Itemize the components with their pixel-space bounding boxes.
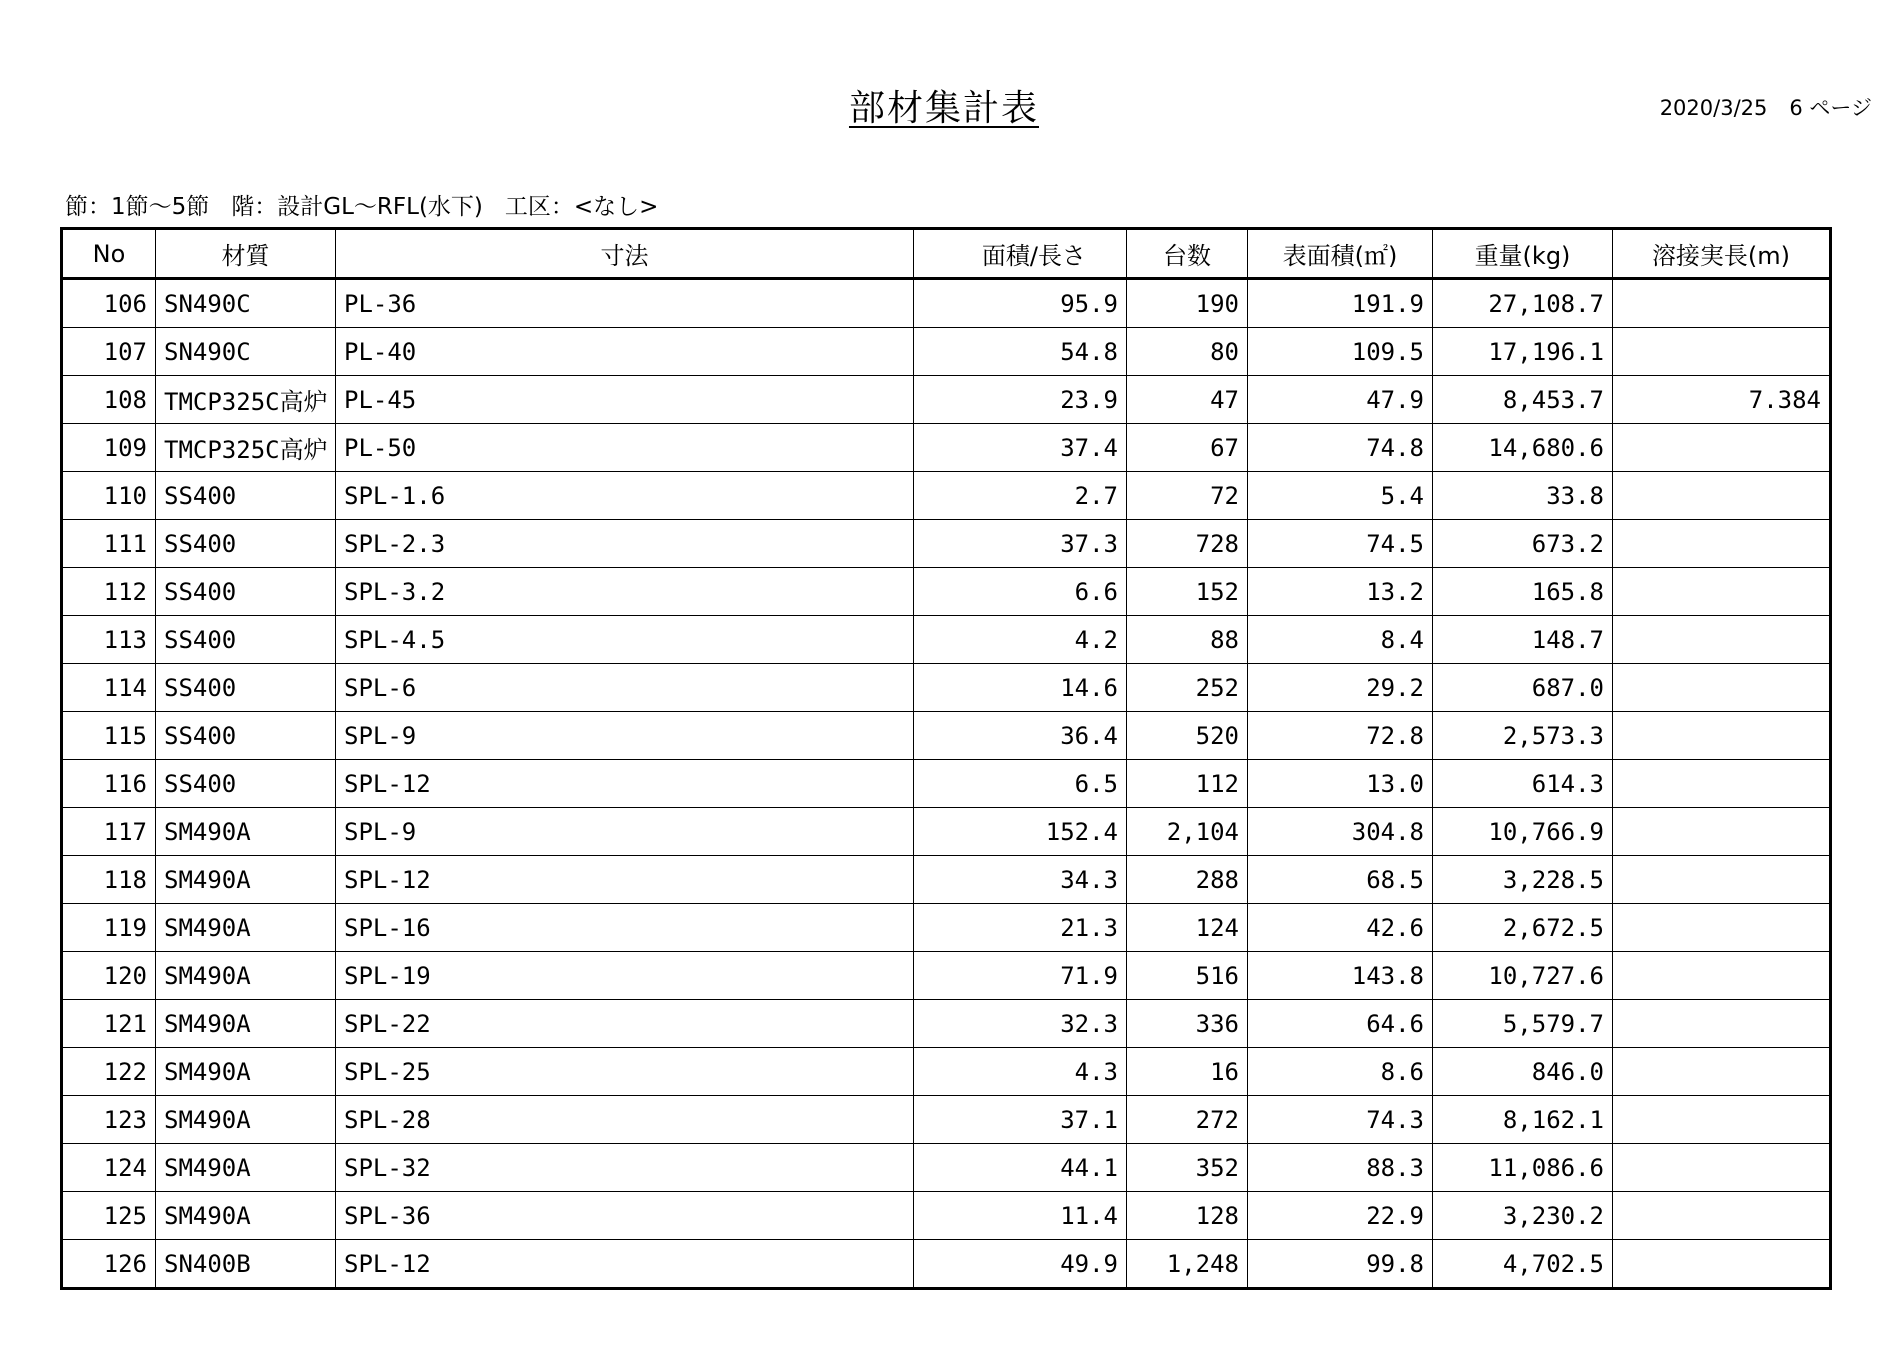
row-area-length: 37.1 xyxy=(914,1096,1127,1144)
row-surface-area: 13.2 xyxy=(1248,568,1433,616)
table-row xyxy=(62,376,1831,424)
row-count: 112 xyxy=(1127,760,1248,808)
row-weld-length xyxy=(1613,279,1831,328)
row-surface-area: 29.2 xyxy=(1248,664,1433,712)
table-body xyxy=(62,279,1831,1289)
row-weld-length xyxy=(1613,1000,1831,1048)
row-surface-area: 47.9 xyxy=(1248,376,1433,424)
row-material: SM490A xyxy=(156,952,336,1000)
row-weld-length xyxy=(1613,760,1831,808)
row-count: 352 xyxy=(1127,1144,1248,1192)
row-surface-area: 13.0 xyxy=(1248,760,1433,808)
row-material: SM490A xyxy=(156,856,336,904)
row-weight: 8,453.7 xyxy=(1433,376,1613,424)
row-count: 1,248 xyxy=(1127,1240,1248,1289)
row-material: TMCP325C高炉 xyxy=(156,376,336,424)
col-header-size: 寸法 xyxy=(336,229,914,279)
table-row xyxy=(62,568,1831,616)
row-area-length: 37.4 xyxy=(914,424,1127,472)
table-row xyxy=(62,424,1831,472)
table-header-row xyxy=(62,229,1831,279)
row-count: 16 xyxy=(1127,1048,1248,1096)
row-size: SPL-16 xyxy=(336,904,914,952)
row-no: 118 xyxy=(62,856,156,904)
row-weld-length xyxy=(1613,520,1831,568)
row-weight: 687.0 xyxy=(1433,664,1613,712)
row-area-length: 37.3 xyxy=(914,520,1127,568)
row-area-length: 23.9 xyxy=(914,376,1127,424)
row-count: 336 xyxy=(1127,1000,1248,1048)
row-weight: 165.8 xyxy=(1433,568,1613,616)
row-no: 122 xyxy=(62,1048,156,1096)
col-header-material: 材質 xyxy=(156,229,336,279)
row-material: SS400 xyxy=(156,472,336,520)
col-header-surface-area: 表面積(㎡) xyxy=(1248,229,1433,279)
row-weight: 846.0 xyxy=(1433,1048,1613,1096)
row-no: 108 xyxy=(62,376,156,424)
col-header-weld-length: 溶接実長(m) xyxy=(1613,229,1831,279)
row-size: SPL-28 xyxy=(336,1096,914,1144)
row-size: SPL-6 xyxy=(336,664,914,712)
row-material: SN400B xyxy=(156,1240,336,1289)
row-count: 516 xyxy=(1127,952,1248,1000)
table-row xyxy=(62,1000,1831,1048)
row-weight: 4,702.5 xyxy=(1433,1240,1613,1289)
row-material: SM490A xyxy=(156,808,336,856)
member-summary-table xyxy=(60,227,1832,1290)
row-count: 72 xyxy=(1127,472,1248,520)
row-weight: 3,228.5 xyxy=(1433,856,1613,904)
row-no: 124 xyxy=(62,1144,156,1192)
row-size: SPL-9 xyxy=(336,712,914,760)
row-no: 111 xyxy=(62,520,156,568)
row-weld-length xyxy=(1613,1192,1831,1240)
row-weld-length xyxy=(1613,1240,1831,1289)
row-area-length: 34.3 xyxy=(914,856,1127,904)
row-size: SPL-19 xyxy=(336,952,914,1000)
row-count: 2,104 xyxy=(1127,808,1248,856)
row-size: SPL-25 xyxy=(336,1048,914,1096)
row-weld-length xyxy=(1613,904,1831,952)
filter-section: 節：1節～5節 xyxy=(65,194,210,220)
table-row xyxy=(62,1144,1831,1192)
row-weight: 614.3 xyxy=(1433,760,1613,808)
row-area-length: 49.9 xyxy=(914,1240,1127,1289)
row-material: SM490A xyxy=(156,1144,336,1192)
row-surface-area: 8.4 xyxy=(1248,616,1433,664)
row-weight: 33.8 xyxy=(1433,472,1613,520)
row-no: 112 xyxy=(62,568,156,616)
row-area-length: 4.2 xyxy=(914,616,1127,664)
row-area-length: 152.4 xyxy=(914,808,1127,856)
row-material: SS400 xyxy=(156,568,336,616)
row-count: 80 xyxy=(1127,328,1248,376)
row-no: 113 xyxy=(62,616,156,664)
col-header-count: 台数 xyxy=(1127,229,1248,279)
row-weight: 2,573.3 xyxy=(1433,712,1613,760)
row-size: PL-36 xyxy=(336,279,914,328)
row-size: PL-45 xyxy=(336,376,914,424)
table-row xyxy=(62,760,1831,808)
row-weight: 148.7 xyxy=(1433,616,1613,664)
row-no: 126 xyxy=(62,1240,156,1289)
title-text: 部材集計表 xyxy=(848,88,1039,129)
row-area-length: 6.5 xyxy=(914,760,1127,808)
row-count: 128 xyxy=(1127,1192,1248,1240)
row-count: 67 xyxy=(1127,424,1248,472)
print-date: 2020/3/25 xyxy=(1659,96,1768,120)
row-area-length: 71.9 xyxy=(914,952,1127,1000)
row-weld-length xyxy=(1613,472,1831,520)
row-weld-length xyxy=(1613,664,1831,712)
row-count: 47 xyxy=(1127,376,1248,424)
table-row xyxy=(62,1192,1831,1240)
row-surface-area: 42.6 xyxy=(1248,904,1433,952)
row-material: SM490A xyxy=(156,1192,336,1240)
row-weight: 27,108.7 xyxy=(1433,279,1613,328)
row-size: SPL-1.6 xyxy=(336,472,914,520)
filter-floor: 階：設計GL～RFL(水下) xyxy=(231,194,483,220)
row-surface-area: 8.6 xyxy=(1248,1048,1433,1096)
row-no: 121 xyxy=(62,1000,156,1048)
row-count: 728 xyxy=(1127,520,1248,568)
row-surface-area: 74.5 xyxy=(1248,520,1433,568)
table-row xyxy=(62,1048,1831,1096)
row-no: 106 xyxy=(62,279,156,328)
table-row xyxy=(62,952,1831,1000)
table-row xyxy=(62,520,1831,568)
row-material: SM490A xyxy=(156,1096,336,1144)
row-size: SPL-32 xyxy=(336,1144,914,1192)
row-area-length: 11.4 xyxy=(914,1192,1127,1240)
row-weld-length xyxy=(1613,1144,1831,1192)
row-count: 252 xyxy=(1127,664,1248,712)
table-row xyxy=(62,279,1831,328)
print-info xyxy=(1660,92,1872,122)
row-size: SPL-22 xyxy=(336,1000,914,1048)
row-material: SM490A xyxy=(156,1048,336,1096)
row-material: SS400 xyxy=(156,760,336,808)
row-weight: 8,162.1 xyxy=(1433,1096,1613,1144)
row-area-length: 21.3 xyxy=(914,904,1127,952)
row-material: SN490C xyxy=(156,328,336,376)
row-weld-length xyxy=(1613,616,1831,664)
col-header-weight: 重量(kg) xyxy=(1433,229,1613,279)
row-surface-area: 99.8 xyxy=(1248,1240,1433,1289)
row-area-length: 4.3 xyxy=(914,1048,1127,1096)
row-material: TMCP325C高炉 xyxy=(156,424,336,472)
row-weld-length: 7.384 xyxy=(1613,376,1831,424)
row-material: SM490A xyxy=(156,904,336,952)
row-count: 88 xyxy=(1127,616,1248,664)
row-no: 123 xyxy=(62,1096,156,1144)
row-material: SS400 xyxy=(156,664,336,712)
table-row xyxy=(62,616,1831,664)
row-size: SPL-36 xyxy=(336,1192,914,1240)
row-surface-area: 68.5 xyxy=(1248,856,1433,904)
row-no: 115 xyxy=(62,712,156,760)
row-weld-length xyxy=(1613,568,1831,616)
row-area-length: 2.7 xyxy=(914,472,1127,520)
table-row xyxy=(62,664,1831,712)
row-no: 117 xyxy=(62,808,156,856)
filter-zone: 工区：<なし> xyxy=(504,194,659,220)
row-material: SS400 xyxy=(156,712,336,760)
row-weight: 17,196.1 xyxy=(1433,328,1613,376)
row-weld-length xyxy=(1613,1048,1831,1096)
row-area-length: 32.3 xyxy=(914,1000,1127,1048)
row-size: SPL-3.2 xyxy=(336,568,914,616)
row-surface-area: 22.9 xyxy=(1248,1192,1433,1240)
col-header-no: No xyxy=(62,229,156,279)
row-size: SPL-2.3 xyxy=(336,520,914,568)
row-surface-area: 304.8 xyxy=(1248,808,1433,856)
col-header-area-length: 面積/長さ xyxy=(914,229,1127,279)
row-weld-length xyxy=(1613,328,1831,376)
row-count: 520 xyxy=(1127,712,1248,760)
row-area-length: 36.4 xyxy=(914,712,1127,760)
row-surface-area: 88.3 xyxy=(1248,1144,1433,1192)
row-count: 272 xyxy=(1127,1096,1248,1144)
row-weight: 5,579.7 xyxy=(1433,1000,1613,1048)
row-weld-length xyxy=(1613,712,1831,760)
table-row xyxy=(62,472,1831,520)
row-no: 119 xyxy=(62,904,156,952)
row-weight: 2,672.5 xyxy=(1433,904,1613,952)
row-weight: 673.2 xyxy=(1433,520,1613,568)
row-weight: 14,680.6 xyxy=(1433,424,1613,472)
row-count: 288 xyxy=(1127,856,1248,904)
row-area-length: 14.6 xyxy=(914,664,1127,712)
row-weld-length xyxy=(1613,424,1831,472)
row-surface-area: 109.5 xyxy=(1248,328,1433,376)
row-material: SS400 xyxy=(156,616,336,664)
row-count: 190 xyxy=(1127,279,1248,328)
row-weight: 11,086.6 xyxy=(1433,1144,1613,1192)
row-surface-area: 72.8 xyxy=(1248,712,1433,760)
table-row xyxy=(62,328,1831,376)
page-title xyxy=(0,80,1888,131)
row-weld-length xyxy=(1613,808,1831,856)
row-material: SM490A xyxy=(156,1000,336,1048)
row-size: PL-50 xyxy=(336,424,914,472)
row-no: 120 xyxy=(62,952,156,1000)
row-area-length: 44.1 xyxy=(914,1144,1127,1192)
row-size: SPL-9 xyxy=(336,808,914,856)
row-no: 109 xyxy=(62,424,156,472)
row-surface-area: 64.6 xyxy=(1248,1000,1433,1048)
table-row xyxy=(62,808,1831,856)
row-surface-area: 5.4 xyxy=(1248,472,1433,520)
page-number: 6 ページ xyxy=(1789,96,1872,120)
row-area-length: 95.9 xyxy=(914,279,1127,328)
row-size: SPL-12 xyxy=(336,856,914,904)
row-weld-length xyxy=(1613,952,1831,1000)
row-size: SPL-4.5 xyxy=(336,616,914,664)
row-weld-length xyxy=(1613,1096,1831,1144)
row-count: 152 xyxy=(1127,568,1248,616)
row-weight: 10,766.9 xyxy=(1433,808,1613,856)
row-surface-area: 191.9 xyxy=(1248,279,1433,328)
row-count: 124 xyxy=(1127,904,1248,952)
row-no: 110 xyxy=(62,472,156,520)
row-weight: 10,727.6 xyxy=(1433,952,1613,1000)
row-weld-length xyxy=(1613,856,1831,904)
row-surface-area: 74.8 xyxy=(1248,424,1433,472)
table-row xyxy=(62,1096,1831,1144)
row-no: 116 xyxy=(62,760,156,808)
row-surface-area: 74.3 xyxy=(1248,1096,1433,1144)
table-row xyxy=(62,904,1831,952)
row-area-length: 6.6 xyxy=(914,568,1127,616)
filter-conditions xyxy=(65,188,680,221)
table-row xyxy=(62,712,1831,760)
row-size: SPL-12 xyxy=(336,760,914,808)
table-row xyxy=(62,1240,1831,1289)
row-weight: 3,230.2 xyxy=(1433,1192,1613,1240)
row-area-length: 54.8 xyxy=(914,328,1127,376)
row-no: 107 xyxy=(62,328,156,376)
row-size: SPL-12 xyxy=(336,1240,914,1289)
row-surface-area: 143.8 xyxy=(1248,952,1433,1000)
row-no: 125 xyxy=(62,1192,156,1240)
row-material: SN490C xyxy=(156,279,336,328)
row-material: SS400 xyxy=(156,520,336,568)
row-no: 114 xyxy=(62,664,156,712)
table-row xyxy=(62,856,1831,904)
row-size: PL-40 xyxy=(336,328,914,376)
